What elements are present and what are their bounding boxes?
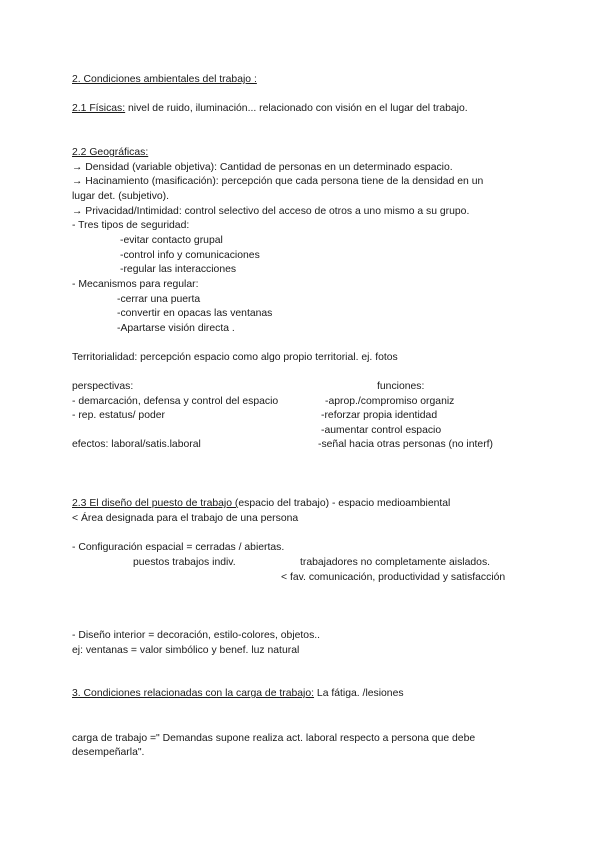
diseno-heading-line [72,497,450,510]
fav-line: < fav. comunicación, productividad y satisfacción [281,572,506,583]
perspectiva-item: - rep. estatus/ poder [72,410,165,421]
geograficas-heading: 2.2 Geográficas: [72,147,149,158]
section-2-heading: 2. Condiciones ambientales del trabajo : [72,74,257,85]
ventanas-line: ej: ventanas = valor simbólico y benef. luz natural [72,645,300,656]
hacinamiento-line-1: → Hacinamiento (masificación): percepción que cada persona tiene de la densidad en un [72,176,484,187]
diseno-interior-line: - Diseño interior = decoración, estilo-colores, objetos.. [72,630,321,641]
perspectiva-item: - demarcación, defensa y control del espacio [72,396,279,407]
mecanismo-item: -cerrar una puerta [117,294,201,305]
tipos-seguridad-title: - Tres tipos de seguridad: [72,220,190,231]
territorialidad-line: Territorialidad: percepción espacio como algo propio territorial. ej. fotos [72,352,398,363]
funcion-item: -aumentar control espacio [321,425,442,436]
section-3-text: La fátiga. /lesiones [314,688,404,699]
perspectivas-title: perspectivas: [72,381,134,392]
area-line: < Área designada para el trabajo de una persona [72,513,299,524]
hacinamiento-line-2: lugar det. (subjetivo). [72,191,170,202]
fisicas-text: nivel de ruido, iluminación... relacionado con visión en el lugar del trabajo. [125,103,468,114]
section-3-label: 3. Condiciones relacionadas con la carga de trabajo: [72,688,315,699]
funcion-item: -señal hacia otras personas (no interf) [318,439,493,450]
tipo-seguridad-item: -control info y comunicaciones [120,250,260,261]
privacidad-line: → Privacidad/Intimidad: control selectivo del acceso de otros a uno mismo a su grupo. [72,206,470,217]
mecanismos-title: - Mecanismos para regular: [72,279,199,290]
carga-line-1: carga de trabajo =" Demandas supone realiza act. laboral respecto a persona que debe [72,733,476,744]
section-3-heading-line [72,687,404,700]
trabajadores-text: trabajadores no completamente aislados. [300,557,491,568]
funciones-title: funciones: [377,381,425,392]
diseno-label: 2.3 El diseño del puesto de trabajo ( [72,498,239,509]
puestos-text: puestos trabajos indiv. [133,557,236,568]
configuracion-line: - Configuración espacial = cerradas / abiertas. [72,542,285,553]
tipo-seguridad-item: -regular las interacciones [120,264,237,275]
mecanismo-item: -Apartarse visión directa . [117,323,235,334]
carga-line-2: desempeñarla". [72,747,145,758]
funcion-item: -aprop./compromiso organiz [325,396,455,407]
diseno-text: espacio del trabajo) - espacio medioambiental [238,498,451,509]
tipo-seguridad-item: -evitar contacto grupal [120,235,223,246]
mecanismo-item: -convertir en opacas las ventanas [117,308,273,319]
densidad-line: → Densidad (variable objetiva): Cantidad de personas en un determinado espacio. [72,162,453,173]
funcion-item: -reforzar propia identidad [321,410,438,421]
fisicas-line [72,102,468,115]
fisicas-label: 2.1 Físicas: [72,103,126,114]
efectos-line: efectos: laboral/satis.laboral [72,439,201,450]
